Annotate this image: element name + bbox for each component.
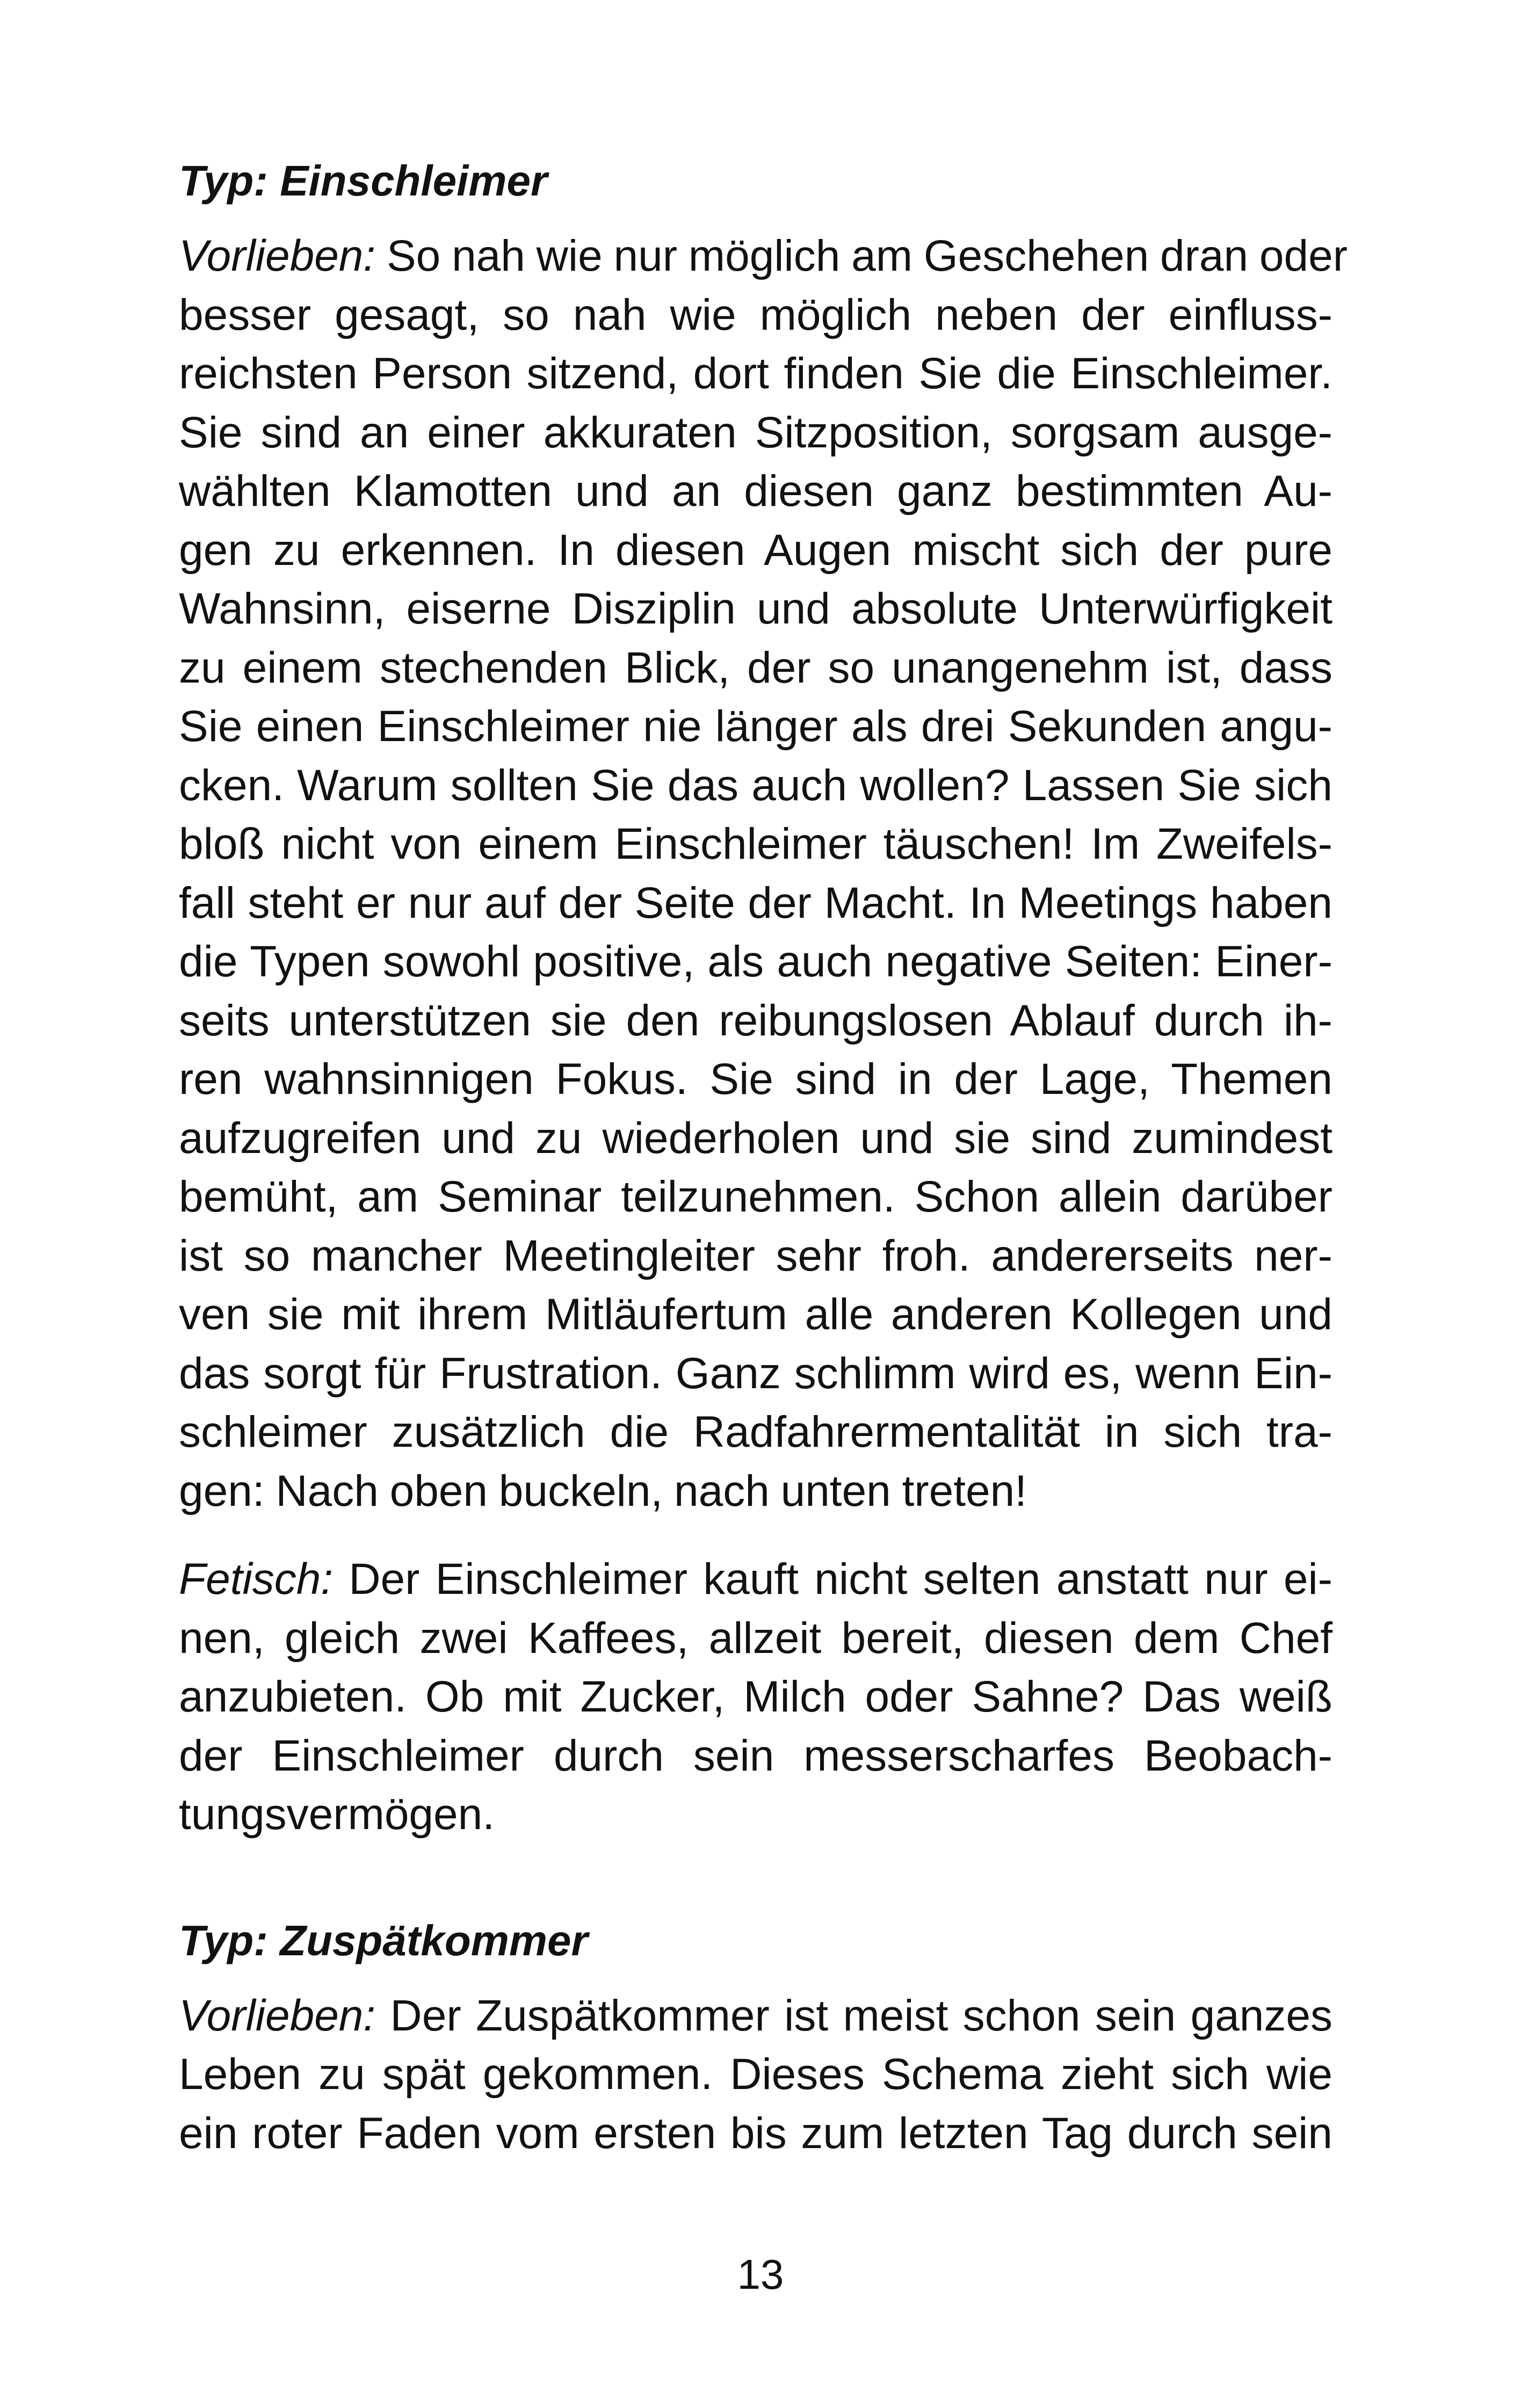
text-line: Vorlieben: Der Zuspätkommer ist meist schon sein ganzes [179, 1991, 1332, 2040]
text-line: cken. Warum sollten Sie das auch wollen? Lassen Sie sich [179, 760, 1332, 810]
text-line: besser gesagt, so nah wie möglich neben der einfluss- [179, 290, 1332, 339]
paragraph-label: Fetisch: [179, 1555, 334, 1604]
text-line: ren wahnsinnigen Fokus. Sie sind in der Lage, Themen [179, 1055, 1332, 1104]
text-line: Sie sind an einer akkuraten Sitzposition, sorgsam ausge- [179, 408, 1332, 457]
section-einschleimer [179, 151, 1348, 1844]
text-line: gen zu erkennen. In diesen Augen mischt sich der pure [179, 525, 1332, 575]
text-line: die Typen sowohl positive, als auch negative Seiten: Einer- [179, 937, 1332, 986]
text-line: wählten Klamotten und an diesen ganz bestimmten Au- [179, 467, 1332, 516]
text-line: bemüht, am Seminar teilzunehmen. Schon allein darüber [179, 1172, 1332, 1221]
text-line: Fetisch: Der Einschleimer kauft nicht selten anstatt nur ei- [179, 1555, 1332, 1604]
text-line: Vorlieben: So nah wie nur möglich am Geschehen dran oder [179, 231, 1348, 280]
text-line: reichsten Person sitzend, dort finden Sie die Einschleimer. [179, 349, 1332, 398]
section-zuspaetkommer [179, 1911, 1332, 2163]
text-line: tungsvermögen. [179, 1790, 495, 1839]
paragraph-label: Vorlieben: [179, 1991, 376, 2040]
text-line: ein roter Faden vom ersten bis zum letzten Tag durch sein [179, 2108, 1332, 2158]
text-line: Leben zu spät gekommen. Dieses Schema zieht sich wie [179, 2050, 1332, 2099]
text-line: der Einschleimer durch sein messerscharfes Beobach- [179, 1731, 1332, 1780]
text-line: aufzugreifen und zu wiederholen und sie sind zumindest [179, 1113, 1332, 1163]
text-line: anzubieten. Ob mit Zucker, Milch oder Sahne? Das weiß [179, 1672, 1332, 1721]
text-line: bloß nicht von einem Einschleimer täuschen! Im Zweifels- [179, 819, 1332, 868]
text-line: Sie einen Einschleimer nie länger als drei Sekunden angu- [179, 702, 1332, 751]
text-line: ven sie mit ihrem Mitläufertum alle anderen Kollegen und [179, 1290, 1332, 1339]
text-line: nen, gleich zwei Kaffees, allzeit bereit, diesen dem Chef [179, 1613, 1332, 1663]
text-line: zu einem stechenden Blick, der so unangenehm ist, dass [179, 643, 1332, 692]
paragraph-fetisch [179, 1550, 1332, 1844]
text-line: das sorgt für Frustration. Ganz schlimm wird es, wenn Ein- [179, 1348, 1332, 1398]
text-line: Wahnsinn, eiserne Disziplin und absolute Unterwürfigkeit [179, 584, 1332, 633]
text-line: gen: Nach oben buckeln, nach unten treten! [179, 1466, 1027, 1515]
paragraph-label: Vorlieben: [179, 231, 376, 280]
section-gap [179, 1874, 1332, 1911]
text-line: ist so mancher Meetingleiter sehr froh. andererseits ner- [179, 1231, 1332, 1280]
paragraph-vorlieben [179, 227, 1348, 1520]
paragraph-vorlieben [179, 1986, 1332, 2163]
text-line: seits unterstützen sie den reibungslosen Ablauf durch ih- [179, 996, 1332, 1045]
text-line: fall steht er nur auf der Seite der Macht. In Meetings haben [179, 878, 1332, 927]
page-number: 13 [737, 2251, 784, 2298]
section-heading: Typ: Einschleimer [179, 157, 548, 205]
text-line: schleimer zusätzlich die Radfahrermentalität in sich tra- [179, 1408, 1332, 1456]
book-page [179, 151, 1348, 2192]
section-heading: Typ: Zuspätkommer [179, 1916, 588, 1964]
